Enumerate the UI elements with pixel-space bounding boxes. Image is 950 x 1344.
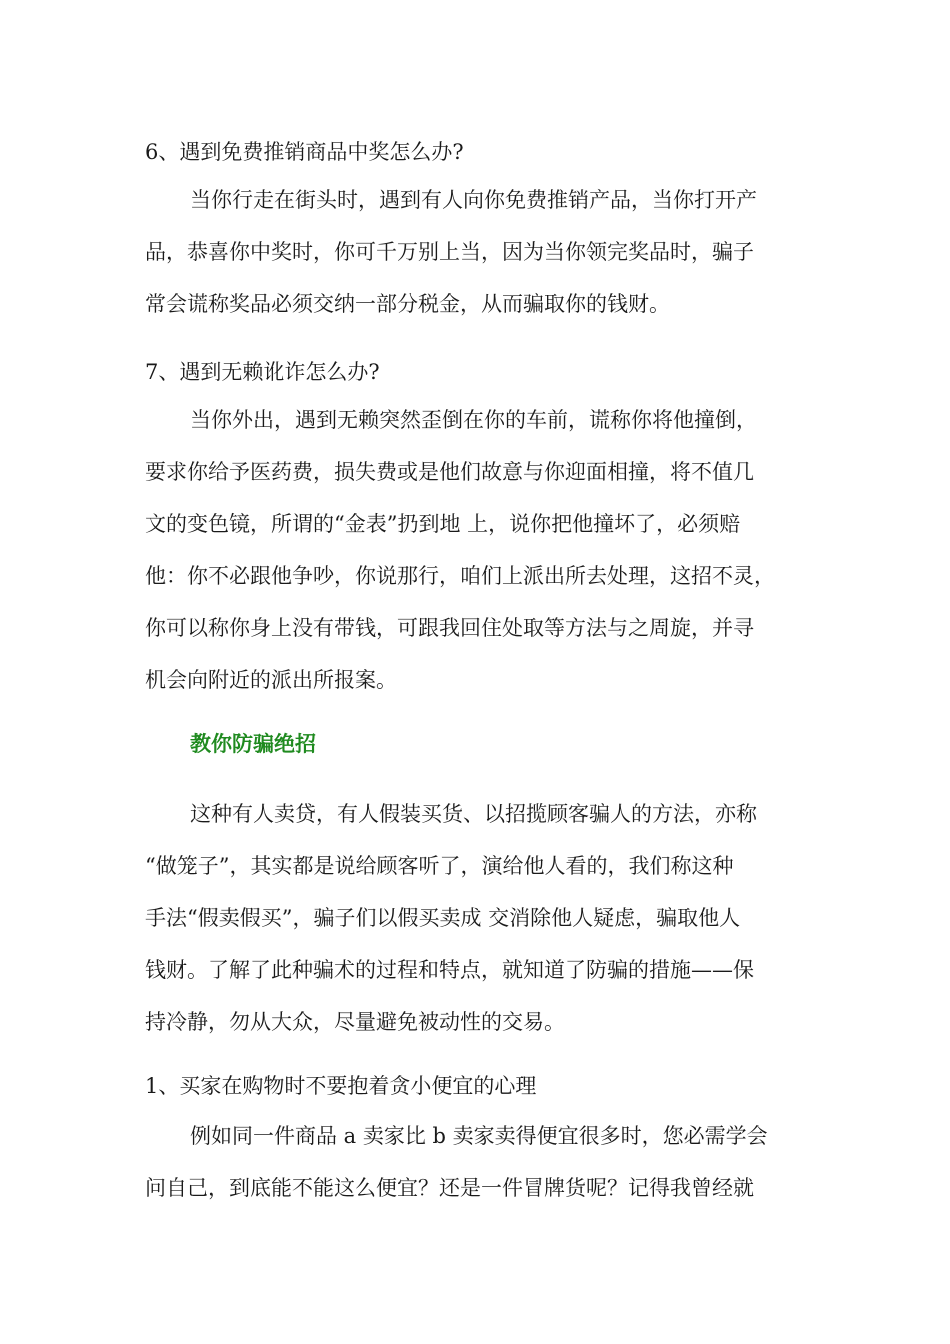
tips-title: 教你防骗绝招 <box>190 732 316 756</box>
paragraph-line: 他：你不必跟他争吵，你说那行，咱们上派出所去处理，这招不灵， <box>145 564 775 588</box>
tips-intro-paragraph <box>145 788 825 1048</box>
paragraph-line: 问自己，到底能不能这么便宜？还是一件冒牌货呢？记得我曾经就 <box>145 1176 754 1200</box>
paragraph-line: 文的变色镜，所谓的“金表”扔到地 上，说你把他撞坏了，必须赔 <box>145 512 741 536</box>
item-1-heading: 1、买家在购物时不要抱着贪小便宜的心理 <box>145 1074 537 1098</box>
paragraph-line: 钱财。了解了此种骗术的过程和特点，就知道了防骗的措施——保 <box>145 958 754 982</box>
paragraph-line: 手法“假卖假买”，骗子们以假买卖成 交消除他人疑虑，骗取他人 <box>145 906 741 930</box>
paragraph-line: 常会谎称奖品必须交纳一部分税金，从而骗取你的钱财。 <box>145 292 670 316</box>
section-7-paragraph <box>145 394 825 706</box>
section-6-heading: 6、遇到免费推销商品中奖怎么办? <box>145 140 464 164</box>
paragraph-line: 持冷静，勿从大众，尽量避免被动性的交易。 <box>145 1010 565 1034</box>
paragraph-line: 你可以称你身上没有带钱，可跟我回住处取等方法与之周旋，并寻 <box>145 616 754 640</box>
paragraph-line: 当你外出，遇到无赖突然歪倒在你的车前，谎称你将他撞倒， <box>190 408 757 432</box>
paragraph-line: 机会向附近的派出所报案。 <box>145 668 397 692</box>
paragraph-line: 这种有人卖贷，有人假装买货、以招揽顾客骗人的方法，亦称 <box>190 802 757 826</box>
paragraph-line: 品，恭喜你中奖时，你可千万别上当，因为当你领完奖品时，骗子 <box>145 240 754 264</box>
paragraph-line: “做笼子”，其实都是说给顾客听了，演给他人看的，我们称这种 <box>145 854 734 878</box>
paragraph-line: 当你行走在街头时，遇到有人向你免费推销产品，当你打开产 <box>190 188 757 212</box>
item-1-paragraph <box>145 1110 825 1214</box>
paragraph-line: 例如同一件商品 a 卖家比 b 卖家卖得便宜很多时，您必需学会 <box>190 1124 768 1148</box>
section-6-paragraph <box>145 174 825 330</box>
section-7-heading: 7、遇到无赖讹诈怎么办? <box>145 360 380 384</box>
paragraph-line: 要求你给予医药费，损失费或是他们故意与你迎面相撞，将不值几 <box>145 460 754 484</box>
